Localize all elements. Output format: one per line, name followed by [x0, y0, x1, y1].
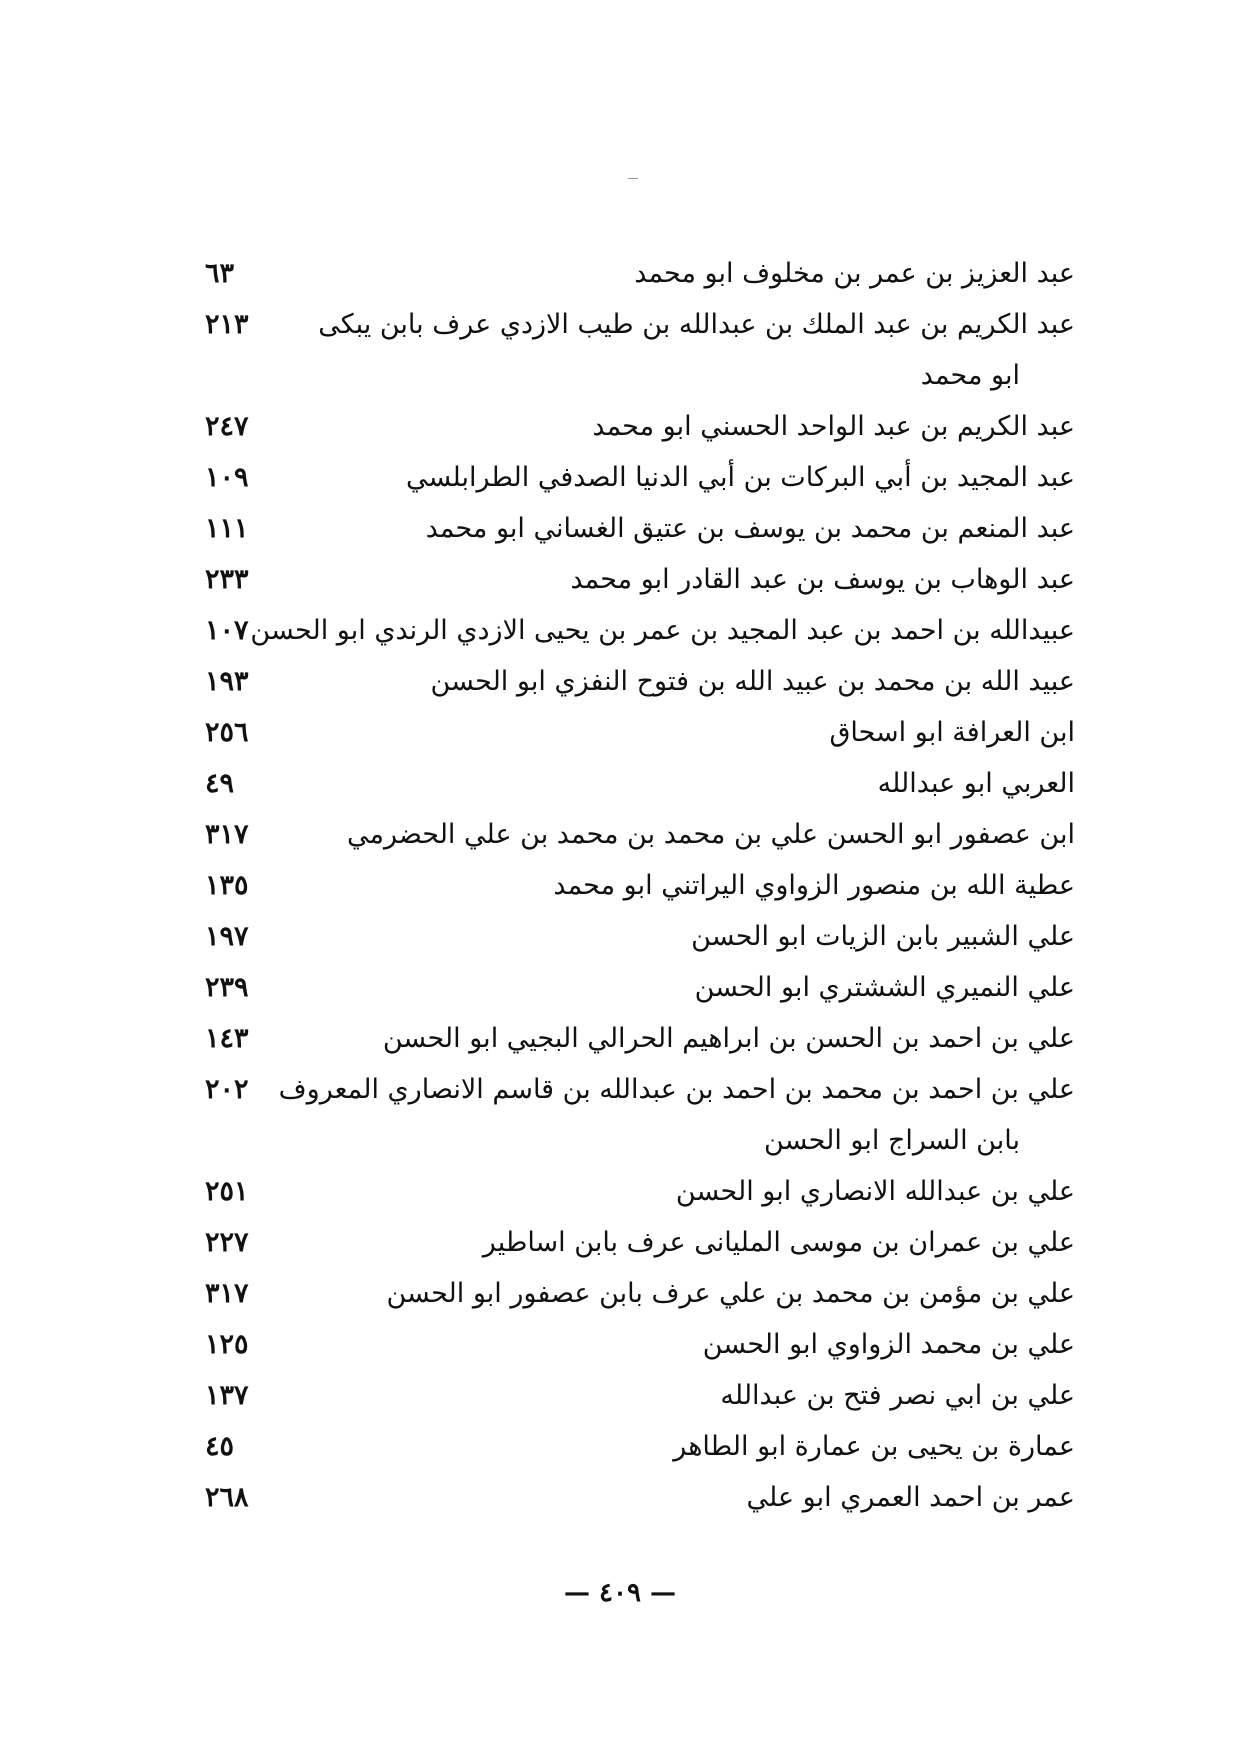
page-number: — ٤٠٩ — [563, 1578, 677, 1608]
index-entry [205, 401, 1075, 452]
entry-name: عبيد الله بن محمد بن عبيد الله بن فتوح النفزي ابو الحسن [430, 666, 1075, 697]
index-entry [205, 911, 1075, 962]
index-list [205, 248, 1075, 1523]
entry-page-number: ٤٥ [205, 1431, 235, 1462]
index-entry [205, 605, 1075, 656]
entry-page-number: ١٤٣ [205, 1023, 249, 1054]
entry-name: علي الشبير بابن الزيات ابو الحسن [691, 921, 1075, 952]
entry-page-number: ١٣٧ [205, 1380, 249, 1411]
index-entry [205, 860, 1075, 911]
entry-name: عبد المجيد بن أبي البركات بن أبي الدنيا الصدفي الطرابلسي [405, 462, 1075, 493]
entry-page-number: ٢٥١ [205, 1176, 249, 1207]
entry-page-number: ١٠٩ [205, 462, 249, 493]
entry-name: علي بن احمد بن محمد بن احمد بن عبدالله بن قاسم الانصاري المعروف [278, 1074, 1075, 1105]
index-entry [205, 1217, 1075, 1268]
index-entry [205, 554, 1075, 605]
entry-name: علي النميري الششتري ابو الحسن [694, 972, 1075, 1003]
index-entry [205, 707, 1075, 758]
index-entry [205, 299, 1075, 401]
index-entry [205, 1370, 1075, 1421]
entry-name: عبد المنعم بن محمد بن يوسف بن عتيق الغساني ابو محمد [425, 513, 1075, 544]
entry-name: عمارة بن يحيى بن عمارة ابو الطاهر [673, 1431, 1075, 1462]
entry-name: عطية الله بن منصور الزواوي اليراتني ابو محمد [553, 870, 1075, 901]
index-entry [205, 1166, 1075, 1217]
entry-page-number: ٤٩ [205, 768, 235, 799]
entry-page-number: ١١١ [205, 513, 249, 544]
index-entry [205, 1421, 1075, 1472]
index-entry [205, 962, 1075, 1013]
entry-name-continuation: بابن السراج ابو الحسن [764, 1125, 1020, 1156]
entry-name: عبد الوهاب بن يوسف بن عبد القادر ابو محمد [570, 564, 1075, 595]
index-entry [205, 758, 1075, 809]
entry-name: عمر بن احمد العمري ابو علي [746, 1482, 1075, 1513]
entry-page-number: ٢٢٧ [205, 1227, 249, 1258]
entry-page-number: ٢١٣ [205, 309, 249, 340]
index-entry [205, 656, 1075, 707]
index-entry [205, 1268, 1075, 1319]
entry-page-number: ٦٣ [205, 258, 235, 289]
index-entry [205, 1013, 1075, 1064]
entry-name: علي بن عبدالله الانصاري ابو الحسن [675, 1176, 1075, 1207]
entry-name-continuation: ابو محمد [920, 360, 1020, 391]
entry-name: علي بن ابي نصر فتح بن عبدالله [720, 1380, 1075, 1411]
index-entry [205, 809, 1075, 860]
entry-name: علي بن مؤمن بن محمد بن علي عرف بابن عصفور ابو الحسن [386, 1278, 1075, 1309]
entry-name: عبد الكريم بن عبد الملك بن عبدالله بن طيب الازدي عرف بابن يبكى [318, 309, 1075, 340]
entry-name: عبد العزيز بن عمر بن مخلوف ابو محمد [634, 258, 1075, 289]
entry-page-number: ١٢٥ [205, 1329, 249, 1360]
entry-page-number: ٣١٧ [205, 819, 249, 850]
entry-page-number: ٢٥٦ [205, 717, 249, 748]
entry-name: علي بن محمد الزواوي ابو الحسن [702, 1329, 1075, 1360]
index-entry [205, 1064, 1075, 1166]
entry-name: عبد الكريم بن عبد الواحد الحسني ابو محمد [592, 411, 1075, 442]
entry-page-number: ١٣٥ [205, 870, 249, 901]
entry-name: علي بن احمد بن الحسن بن ابراهيم الحرالي البجيي ابو الحسن [382, 1023, 1075, 1054]
entry-page-number: ١٩٧ [205, 921, 249, 952]
index-entry [205, 248, 1075, 299]
entry-name: ابن العرافة ابو اسحاق [829, 717, 1075, 748]
entry-page-number: ٢٣٣ [205, 564, 249, 595]
speck-mark [628, 178, 638, 179]
entry-page-number: ٢٣٩ [205, 972, 249, 1003]
entry-name: ابن عصفور ابو الحسن علي بن محمد بن محمد بن علي الحضرمي [347, 819, 1075, 850]
entry-name: العربي ابو عبدالله [877, 768, 1075, 799]
entry-page-number: ٢٤٧ [205, 411, 249, 442]
entry-page-number: ٢٠٢ [205, 1074, 249, 1105]
index-entry [205, 503, 1075, 554]
index-entry [205, 1319, 1075, 1370]
index-entry [205, 1472, 1075, 1523]
entry-page-number: ١٠٧ [205, 615, 249, 646]
entry-name: علي بن عمران بن موسى المليانى عرف بابن اساطير [482, 1227, 1075, 1258]
entry-page-number: ٣١٧ [205, 1278, 249, 1309]
entry-page-number: ٢٦٨ [205, 1482, 249, 1513]
entry-name: عبيدالله بن احمد بن عبد المجيد بن عمر بن يحيى الازدي الرندي ابو الحسن [250, 615, 1075, 646]
entry-page-number: ١٩٣ [205, 666, 249, 697]
index-entry [205, 452, 1075, 503]
